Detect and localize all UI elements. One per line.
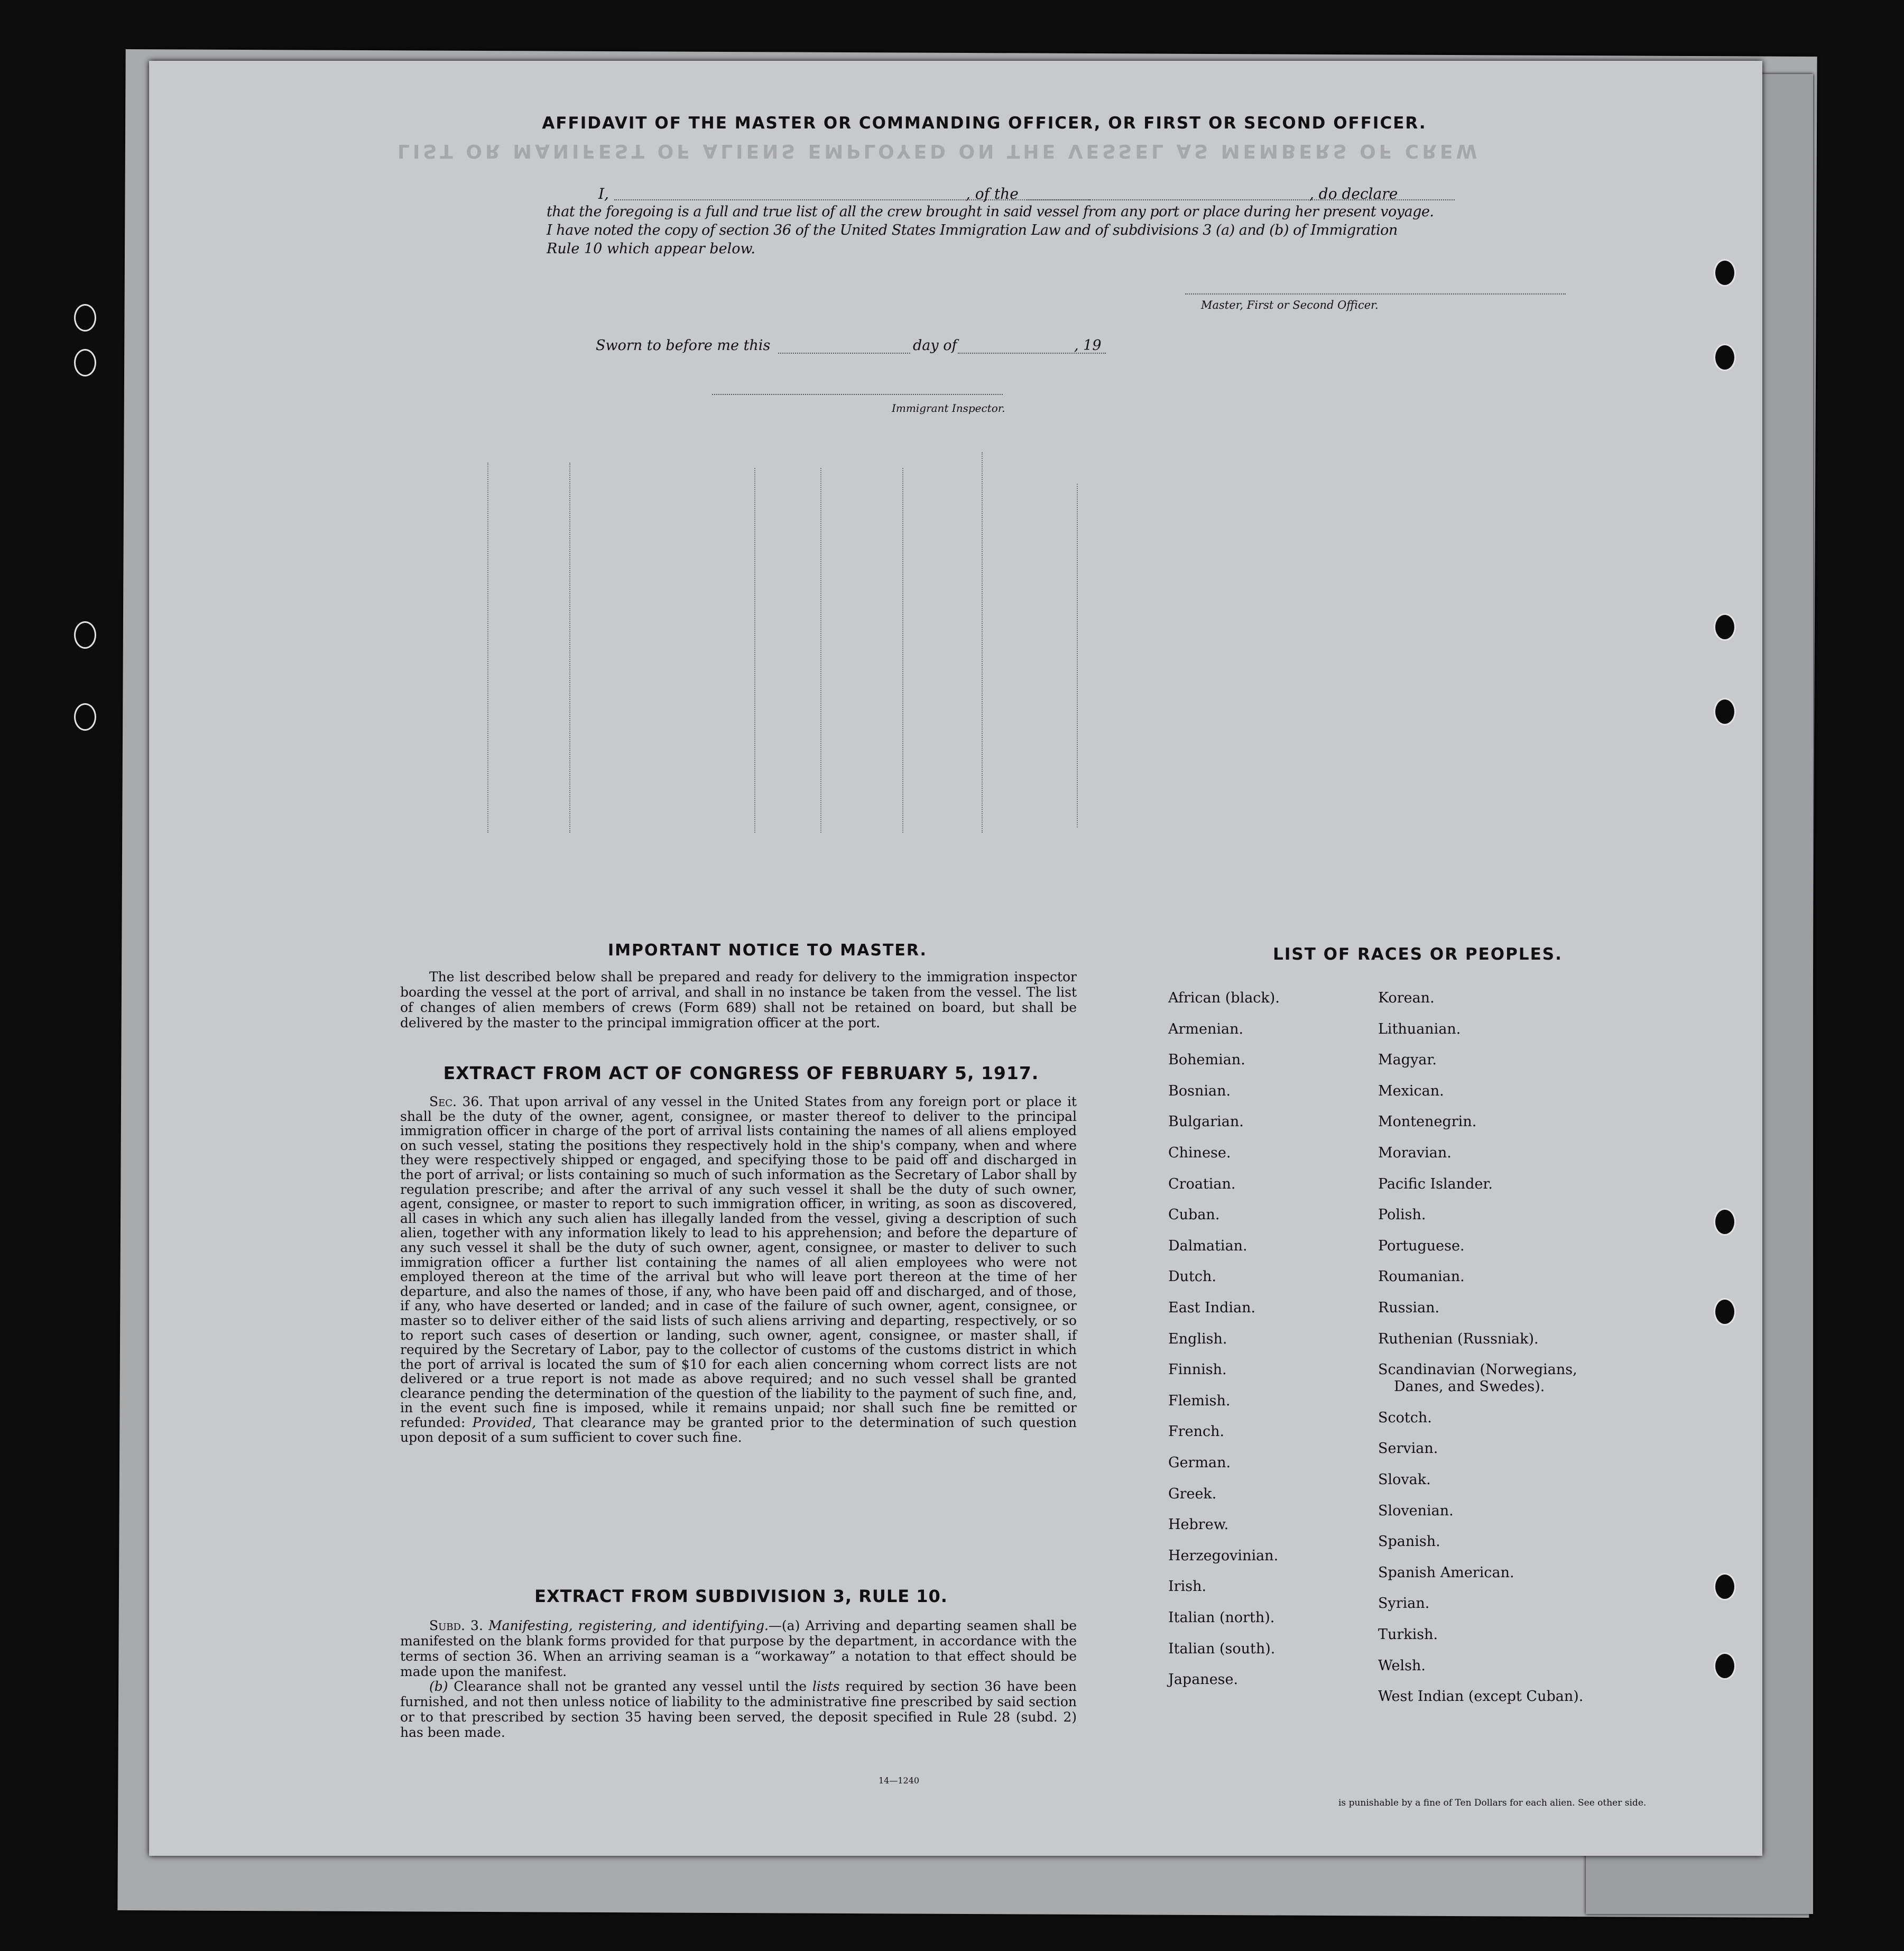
day-of: day of <box>913 337 957 354</box>
inspector-caption: Immigrant Inspector. <box>892 402 1005 415</box>
race-item: East Indian. <box>1168 1300 1256 1316</box>
race-item: Turkish. <box>1378 1626 1438 1643</box>
sworn-text: Sworn to before me this <box>596 337 771 354</box>
race-item: Montenegrin. <box>1378 1113 1477 1130</box>
race-item: Pacific Islander. <box>1378 1175 1493 1192</box>
footer-note: is punishable by a fine of Ten Dollars for each alien. See other side. <box>1338 1798 1647 1808</box>
race-item: Scandinavian (Norwegians, <box>1378 1361 1577 1378</box>
race-item: Herzegovinian. <box>1168 1547 1279 1564</box>
race-item: Lithuanian. <box>1378 1020 1461 1037</box>
race-item: Bulgarian. <box>1168 1113 1244 1130</box>
race-item: African (black). <box>1168 990 1280 1006</box>
race-item: English. <box>1168 1330 1227 1347</box>
race-item: Magyar. <box>1378 1052 1437 1069</box>
race-item: Syrian. <box>1378 1595 1430 1612</box>
affidavit-of-the: , of the <box>966 185 1019 203</box>
race-item: Russian. <box>1378 1300 1440 1316</box>
binder-hole-icon <box>1714 698 1736 725</box>
binder-hole-icon <box>1714 344 1736 371</box>
subd-title: Manifesting, registering, and identifying. <box>488 1618 769 1633</box>
section-label: Sec. 36. <box>429 1094 484 1109</box>
notice-heading: IMPORTANT NOTICE TO MASTER. <box>608 941 927 960</box>
binder-hole-icon <box>1714 1208 1736 1236</box>
race-item: Bosnian. <box>1168 1082 1231 1099</box>
race-item: Portuguese. <box>1378 1237 1465 1254</box>
race-item: Spanish. <box>1378 1533 1440 1550</box>
binder-hole-icon <box>1714 1573 1736 1600</box>
race-item: Croatian. <box>1168 1175 1236 1192</box>
extract-act-heading: EXTRACT FROM ACT OF CONGRESS OF FEBRUARY 5, 1917. <box>443 1063 1039 1083</box>
column-rule <box>754 468 755 833</box>
provided-word: Provided, <box>472 1415 537 1431</box>
affidavit-i: I, <box>598 185 609 203</box>
binder-hole-icon <box>74 621 96 649</box>
race-item: Korean. <box>1378 990 1435 1006</box>
day-blank-line <box>778 353 910 354</box>
binder-hole-icon <box>74 304 96 332</box>
race-item: Irish. <box>1168 1578 1207 1595</box>
column-rule <box>487 463 488 833</box>
races-heading: LIST OF RACES OR PEOPLES. <box>1273 945 1563 964</box>
affidavit-do-declare: , do declare <box>1309 185 1398 203</box>
column-rule <box>1077 484 1078 827</box>
affidavit-line4: Rule 10 which appear below. <box>547 241 755 257</box>
column-rule <box>902 468 903 833</box>
rule-para-b <box>400 1679 1077 1740</box>
column-rule <box>820 468 821 833</box>
section-text-end: That clearance may be granted prior to the determination of such question upon deposit of a sum sufficient to cover such fine. <box>400 1415 1077 1445</box>
race-item: Dalmatian. <box>1168 1237 1247 1254</box>
race-item: Slovenian. <box>1378 1502 1454 1519</box>
race-item: Armenian. <box>1168 1020 1244 1037</box>
column-rule <box>982 452 983 833</box>
race-item: Cuban. <box>1168 1207 1220 1223</box>
inspector-signature-line <box>712 394 1003 395</box>
race-item: Chinese. <box>1168 1145 1231 1161</box>
race-item: Slovak. <box>1378 1471 1431 1488</box>
subd-label: Subd. 3. <box>429 1618 483 1633</box>
race-item: Spanish American. <box>1378 1564 1514 1581</box>
race-item: French. <box>1168 1423 1225 1440</box>
race-item: German. <box>1168 1455 1231 1471</box>
race-item: Dutch. <box>1168 1268 1216 1285</box>
race-item: Welsh. <box>1378 1657 1426 1674</box>
race-item: Moravian. <box>1378 1145 1452 1161</box>
para-b-text1: Clearance shall not be granted any vessel until the <box>454 1679 807 1694</box>
binder-hole-icon <box>1714 613 1736 641</box>
race-item: Danes, and Swedes). <box>1394 1378 1545 1395</box>
race-item: Finnish. <box>1168 1361 1227 1378</box>
race-item: West Indian (except Cuban). <box>1378 1688 1584 1705</box>
subd-para-a: —(a) Arriving and departing seamen shall be manifested on the blank forms provided for that purpose by the department, in accordance with the terms of section 36. When an arriving seaman is a “workaway” a notation to that effect should be made upon the manifest. <box>400 1618 1077 1679</box>
bleed-through-title: LIST OR MANIFEST OF ALIENS EMPLOYED ON THE VESSEL AS MEMBERS OF CREW <box>398 140 1481 162</box>
binder-hole-icon <box>1714 259 1736 287</box>
race-item: Japanese. <box>1168 1671 1238 1688</box>
form-number: 14—1240 <box>879 1775 920 1786</box>
section-text: That upon arrival of any vessel in the United States from any foreign port or place it shall be the duty of the owner, agent, consignee, or master thereof to deliver to the principal immigration officer in charge of the port of arrival lists containing the names of all aliens employed on such vessel, stating the positions they respectively hold in the ship's company, when and where they were respectively shipped or engaged, and specifying those to be paid off and discharged in the port of arrival; or lists containing so much of such information as the Secretary of Labor shall by regulation prescribe; and after the arrival of any such vessel it shall be the duty of such owner, agent, consignee, or master to report to such immigration officer, in writing, as soon as discovered, all cases in which any such alien has illegally landed from the vessel, giving a description of such alien, together with any information likely to lead to his apprehension; and before the departure of any such vessel it shall be the duty of such owner, agent, consignee, or master to deliver to such immigration officer a further list containing the names of all alien employees who were not employed thereon at the time of the arrival but who will leave port thereon at the time of her departure, and also the names of those, if any, who have been paid off and discharged, and of those, if any, who have deserted or landed; and in case of the failure of such owner, agent, consignee, or master so to deliver either of the said lists of such aliens arriving and departing, respectively, or so to report such cases of desertion or landing, such owner, agent, consignee, or master shall, if required by the Secretary of Labor, pay to the collector of customs of the customs district in which the port of arrival is located the sum of $10 for each alien concerning whom correct lists are not delivered or a true report is not made as above required; and no such vessel shall be granted clearance pending the determination of the question of the liability to the payment of such fine, and, in the event such fine is imposed, while it remains unpaid; nor shall such fine be remitted or refunded: <box>400 1094 1077 1431</box>
affidavit-heading: AFFIDAVIT OF THE MASTER OR COMMANDING OFFICER, OR FIRST OR SECOND OFFICER. <box>542 114 1427 133</box>
affidavit-line3: I have noted the copy of section 36 of the United States Immigration Law and of subdivisions 3 (a) and (b) of Immigration <box>547 222 1398 238</box>
race-item: Servian. <box>1378 1440 1438 1457</box>
race-item: Italian (south). <box>1168 1640 1276 1657</box>
binder-hole-icon <box>74 703 96 731</box>
notice-body: The list described below shall be prepared and ready for delivery to the immigration inspector boarding the vessel at the port of arrival, and shall in no instance be taken from the vessel. The list of changes of alien members of crews (Form 689) shall not be retained on board, but shall be delivered by the master to the principal immigration officer at the port. <box>400 969 1077 1030</box>
rule-para-a <box>400 1618 1077 1679</box>
name-blank-line <box>614 199 1090 200</box>
signature-line <box>1185 293 1566 295</box>
race-item: Italian (north). <box>1168 1609 1275 1626</box>
race-item: Mexican. <box>1378 1082 1444 1099</box>
race-item: Scotch. <box>1378 1409 1432 1426</box>
para-b-label: (b) <box>429 1679 448 1694</box>
binder-hole-icon <box>1714 1298 1736 1326</box>
race-item: Polish. <box>1378 1207 1426 1223</box>
extract-act-body <box>400 1094 1077 1444</box>
binder-hole-icon <box>74 349 96 376</box>
column-rule <box>569 463 570 833</box>
race-item: Roumanian. <box>1378 1268 1465 1285</box>
year-prefix: , 19 <box>1074 337 1102 354</box>
race-item: Hebrew. <box>1168 1516 1229 1533</box>
para-b-text2: required by section 36 have been furnished, and not then unless notice of liability to the administrative fine prescribed by said section or to that prescribed by section 35 having been served, the deposit specified in Rule 28 (subd. 2) has been made. <box>400 1679 1077 1740</box>
affidavit-line2: that the foregoing is a full and true list of all the crew brought in said vessel from any port or place during her present voyage. <box>547 204 1434 220</box>
race-item: Flemish. <box>1168 1392 1231 1409</box>
signature-caption: Master, First or Second Officer. <box>1201 299 1379 311</box>
manifest-sheet <box>149 61 1762 1856</box>
para-b-lists: lists <box>812 1679 840 1694</box>
race-item: Bohemian. <box>1168 1052 1245 1069</box>
extract-rule-heading: EXTRACT FROM SUBDIVISION 3, RULE 10. <box>534 1586 948 1606</box>
binder-hole-icon <box>1714 1652 1736 1680</box>
race-item: Ruthenian (Russniak). <box>1378 1330 1539 1347</box>
race-item: Greek. <box>1168 1485 1217 1502</box>
